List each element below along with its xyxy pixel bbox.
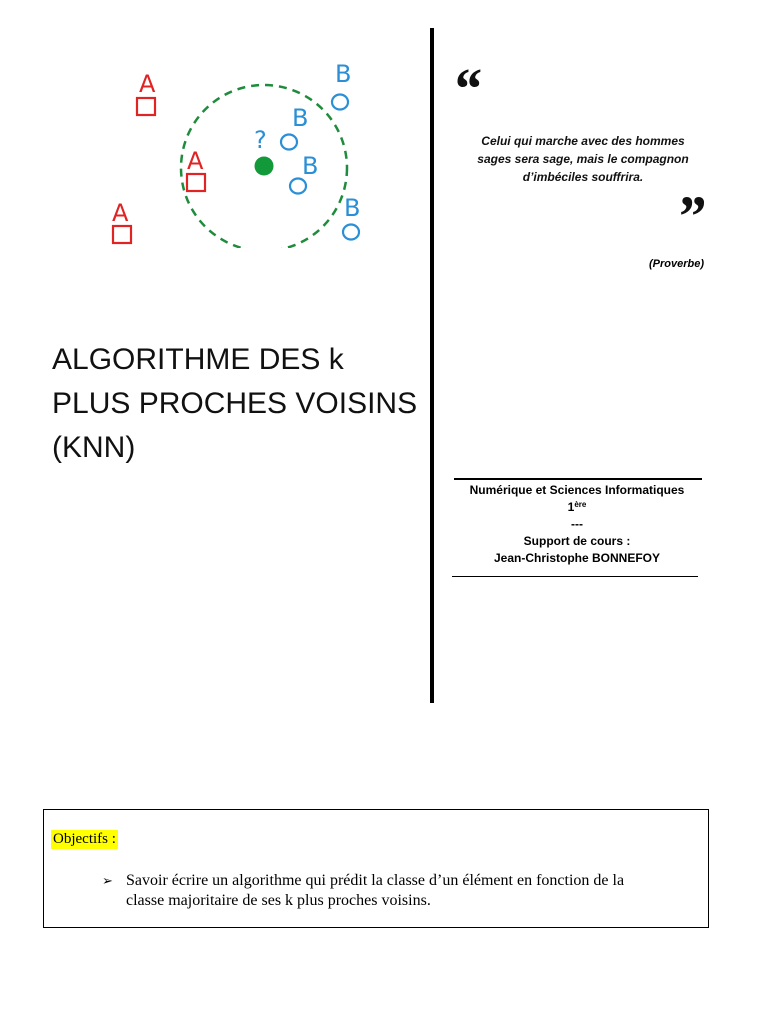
objective-line: Savoir écrire un algorithme qui prédit la classe d’un élément en fonction de la [126, 872, 625, 889]
unknown-label: ? [254, 126, 267, 154]
document-title [52, 338, 422, 470]
support-label: Support de cours : [523, 534, 631, 548]
level-suffix: ère [574, 500, 587, 509]
class-b-point [332, 95, 348, 110]
title-line: ALGORITHME DES k [52, 343, 344, 376]
open-quote-mark: “ [452, 56, 481, 121]
query-point [255, 157, 274, 176]
class-b-label: B [302, 152, 319, 180]
class-b-label: B [344, 194, 361, 222]
course-info [440, 482, 714, 567]
knn-illustration [108, 58, 370, 248]
class-b-point [281, 135, 297, 150]
quote-source: (Proverbe) [648, 258, 704, 270]
course-author: Jean-Christophe BONNEFOY [493, 551, 661, 565]
close-quote-mark: ” [676, 184, 705, 249]
objective-line: classe majoritaire de ses k plus proches voisins. [126, 892, 431, 909]
class-b-label: B [335, 60, 352, 88]
quote-line: Celui qui marche avec des hommes [481, 134, 685, 148]
class-b-point [343, 225, 359, 240]
class-a-point [187, 174, 205, 191]
class-a-label: A [187, 147, 204, 175]
title-line: (KNN) [52, 431, 136, 464]
class-a-label: A [112, 199, 129, 227]
title-line: PLUS PROCHES VOISINS [52, 387, 418, 420]
course-rule-bottom [452, 576, 698, 577]
objectives-heading: Objectifs : [53, 831, 116, 847]
knn-diagram [108, 58, 370, 248]
arrow-bullet-icon: ➢ [102, 873, 113, 888]
quote-line: d’imbéciles souffrira. [522, 170, 644, 184]
class-a-point [113, 226, 131, 243]
course-level: 1ère [567, 500, 587, 514]
quote-line: sages sera sage, mais le compagnon [477, 152, 689, 166]
course-subject: Numérique et Sciences Informatiques [469, 483, 685, 497]
class-b-point [290, 179, 306, 194]
course-separator: --- [571, 517, 583, 531]
class-a-point [137, 98, 155, 115]
objective-item [102, 871, 702, 911]
class-a-label: A [139, 70, 156, 98]
objective-text [126, 871, 624, 911]
vertical-divider [430, 28, 434, 703]
course-rule-top [454, 478, 702, 480]
class-b-label: B [292, 104, 309, 132]
quote-text [452, 132, 714, 186]
objectives-box [43, 809, 709, 928]
